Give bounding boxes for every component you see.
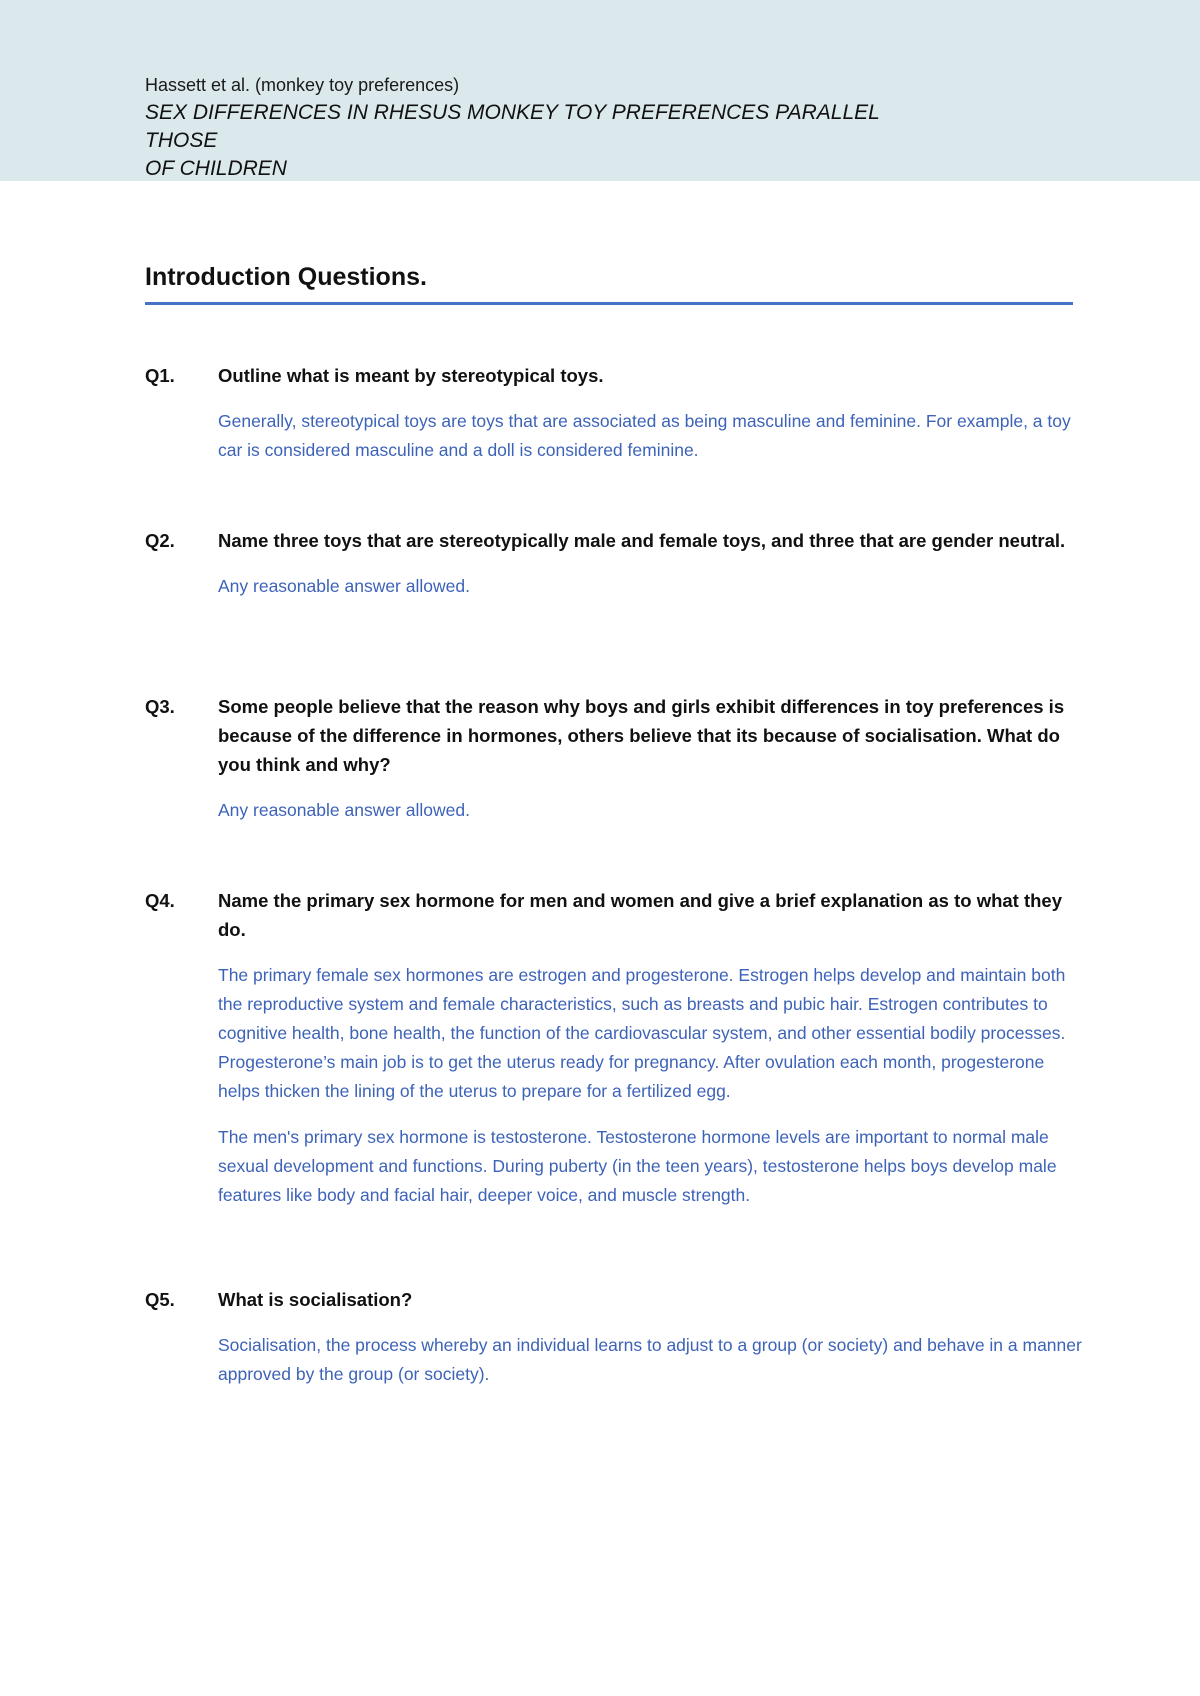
document-subtitle: Hassett et al. (monkey toy preferences) [145,75,460,95]
question-number: Q2. [145,530,175,551]
question-text: Outline what is meant by stereotypical toys. [218,365,604,386]
answer-text: Any reasonable answer allowed. [218,576,470,596]
question-1 [145,361,1085,465]
question-number: Q4. [145,890,175,911]
question-text: Some people believe that the reason why boys and girls exhibit differences in toy preferences is because of the difference in hormones, others believe that its because of socialisation. What do you think and why? [218,696,1065,775]
question-text: What is socialisation? [218,1289,413,1310]
document-title: SEX DIFFERENCES IN RHESUS MONKEY TOY PREFERENCES PARALLEL THOSE OF CHILDREN [145,101,880,180]
answer-text: Socialisation, the process whereby an individual learns to adjust to a group (or society) and behave in a manner approved by the group (or society). [218,1335,1082,1384]
answer-text: The primary female sex hormones are estrogen and progesterone. Estrogen helps develop and maintain both the reproductive system and female characteristics, such as breasts and pubic hair. Estrogen contributes to cognitive health, bone health, the function of the cardiovascular system, and other essential bodily processes. Progesterone’s main job is to get the uterus ready for pregnancy. After ovulation each month, progesterone helps thicken the lining of the uterus to prepare for a fertilized egg. [218,965,1066,1101]
answer-text: Any reasonable answer allowed. [218,800,470,820]
answer-text: Generally, stereotypical toys are toys that are associated as being masculine and feminine. For example, a toy car is considered masculine and a doll is considered feminine. [218,411,1071,460]
question-number: Q5. [145,1289,175,1310]
question-5 [145,1285,1085,1389]
question-text: Name the primary sex hormone for men and women and give a brief explanation as to what they do. [218,890,1063,940]
question-text: Name three toys that are stereotypically male and female toys, and three that are gender neutral. [218,530,1066,551]
section-heading: Introduction Questions. [145,263,427,291]
question-number: Q3. [145,696,175,717]
question-2 [145,526,1085,601]
section-divider [145,302,1073,305]
answer-text: The men's primary sex hormone is testosterone. Testosterone hormone levels are important to normal male sexual development and functions. During puberty (in the teen years), testosterone helps boys develop male features like body and facial hair, deeper voice, and muscle strength. [218,1127,1057,1205]
question-number: Q1. [145,365,175,386]
question-4 [145,886,1085,1210]
question-3 [145,692,1085,825]
